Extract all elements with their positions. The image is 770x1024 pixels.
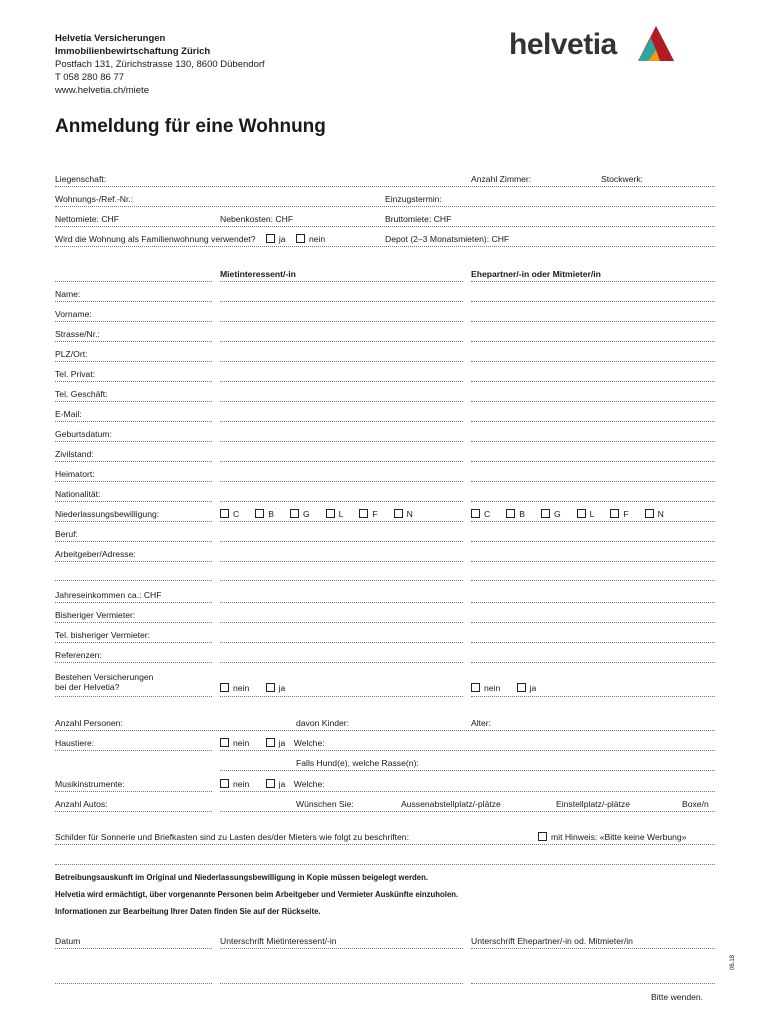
label-boxen: Boxe/n bbox=[682, 799, 709, 809]
row-field-2[interactable] bbox=[471, 521, 715, 522]
field-line-schilder-2[interactable] bbox=[55, 864, 715, 865]
row-field-1[interactable] bbox=[220, 461, 463, 462]
row2-line-label bbox=[55, 622, 212, 623]
row-field-1[interactable] bbox=[220, 401, 463, 402]
checkbox-icon[interactable] bbox=[266, 738, 275, 747]
label-stockwerk: Stockwerk: bbox=[601, 174, 644, 184]
autos-line-left bbox=[55, 811, 212, 812]
column-header-ehepartner: Ehepartner/-in oder Mitmieter/in bbox=[471, 269, 601, 279]
label-musikinstrumente: Musikinstrumente: bbox=[55, 779, 125, 789]
label-anzahl-autos: Anzahl Autos: bbox=[55, 799, 108, 809]
permit-option-label: C bbox=[484, 509, 491, 519]
permit-option-l[interactable] bbox=[577, 509, 595, 519]
row-field-1[interactable] bbox=[220, 481, 463, 482]
row-field-1[interactable] bbox=[220, 361, 463, 362]
familienwohnung-ja-option[interactable]: ja bbox=[266, 234, 286, 244]
field-line-hund[interactable] bbox=[220, 770, 715, 771]
permit-option-label: N bbox=[657, 509, 664, 519]
row-label: E-Mail: bbox=[55, 409, 82, 419]
field-line-ref-nr[interactable] bbox=[55, 206, 715, 207]
musik-ja[interactable]: ja bbox=[266, 779, 286, 789]
versicherungen-nein-2[interactable]: nein bbox=[471, 683, 500, 693]
row-field-1[interactable] bbox=[220, 561, 463, 562]
row-label: Strasse/Nr.: bbox=[55, 329, 100, 339]
label-alter: Alter: bbox=[471, 718, 492, 728]
helvetia-logo-icon bbox=[634, 24, 676, 69]
sig-line-top-right bbox=[471, 948, 715, 949]
permit-option-g[interactable] bbox=[290, 509, 310, 519]
versicherungen-options-2 bbox=[471, 683, 536, 693]
checkbox-icon[interactable] bbox=[266, 683, 275, 692]
row-line-label bbox=[55, 521, 212, 522]
checkbox-icon[interactable] bbox=[266, 234, 275, 243]
checkbox-icon[interactable] bbox=[255, 509, 264, 518]
sig-line-top-mid bbox=[220, 948, 463, 949]
checkbox-icon[interactable] bbox=[538, 832, 547, 841]
musik-line-left bbox=[55, 791, 212, 792]
department-name: Immobilienbewirtschaftung Zürich bbox=[55, 46, 211, 57]
row-field-2[interactable] bbox=[471, 501, 715, 502]
label-anzahl-personen: Anzahl Personen: bbox=[55, 718, 123, 728]
versicherungen-line-mid bbox=[220, 696, 463, 697]
website: www.helvetia.ch/miete bbox=[55, 85, 149, 96]
versicherungen-nein-1[interactable]: nein bbox=[220, 683, 249, 693]
header-line-right bbox=[471, 281, 715, 282]
label-familienwohnung bbox=[55, 234, 325, 244]
row-line-label bbox=[55, 481, 212, 482]
label-nettomiete: Nettomiete: CHF bbox=[55, 214, 119, 224]
company-name: Helvetia Versicherungen bbox=[55, 33, 166, 44]
familienwohnung-question: Wird die Wohnung als Familienwohnung verwendet? bbox=[55, 234, 256, 244]
row-label: Zivilstand: bbox=[55, 449, 94, 459]
row-field-2[interactable] bbox=[471, 441, 715, 442]
row-field-1[interactable] bbox=[220, 381, 463, 382]
label-depot: Depot (2–3 Monatsmieten): CHF bbox=[385, 234, 510, 244]
versicherungen-line2: bei der Helvetia? bbox=[55, 682, 120, 692]
permit-option-l[interactable] bbox=[326, 509, 344, 519]
checkbox-icon[interactable] bbox=[359, 509, 368, 518]
row-field-1[interactable] bbox=[220, 441, 463, 442]
row-field-2[interactable] bbox=[471, 361, 715, 362]
versicherungen-options-1 bbox=[220, 683, 285, 693]
permit-options-2 bbox=[471, 509, 680, 519]
label-aussenabstellplatz: Aussenabstellplatz/-plätze bbox=[401, 799, 501, 809]
checkbox-icon[interactable] bbox=[471, 509, 480, 518]
permit-option-f[interactable] bbox=[359, 509, 377, 519]
row-field-1[interactable] bbox=[220, 321, 463, 322]
row-line-label bbox=[55, 461, 212, 462]
permit-option-label: G bbox=[302, 509, 310, 519]
row2-label: Tel. bisheriger Vermieter: bbox=[55, 630, 151, 640]
row-line-label bbox=[55, 561, 212, 562]
haustiere-nein[interactable]: nein bbox=[220, 738, 249, 748]
permit-option-label: F bbox=[623, 509, 629, 519]
row2-label: Jahreseinkommen ca.: CHF bbox=[55, 590, 162, 600]
permit-option-c[interactable] bbox=[220, 509, 239, 519]
row2-field-1[interactable] bbox=[220, 622, 463, 623]
row2-line-label bbox=[55, 602, 212, 603]
schilder-text: Schilder für Sonnerie und Briefkasten sind zu Lasten des/der Mieters wie folgt zu beschriften: bbox=[55, 832, 409, 842]
checkbox-icon[interactable] bbox=[506, 509, 515, 518]
versicherungen-line-right bbox=[471, 696, 715, 697]
row2-label: Bisheriger Vermieter: bbox=[55, 610, 136, 620]
permit-option-label: C bbox=[233, 509, 240, 519]
row-line-label bbox=[55, 301, 212, 302]
row-line-label-extra bbox=[55, 580, 212, 581]
field-unterschrift-ehepartner[interactable] bbox=[471, 983, 715, 984]
label-unterschrift-ehepartner: Unterschrift Ehepartner/-in od. Mitmieter/in bbox=[471, 936, 633, 946]
row-line-label bbox=[55, 321, 212, 322]
row-line-label bbox=[55, 541, 212, 542]
row-label: Vorname: bbox=[55, 309, 92, 319]
permit-option-n[interactable] bbox=[645, 509, 664, 519]
row-field-2-extra[interactable] bbox=[471, 580, 715, 581]
row-field-1[interactable] bbox=[220, 521, 463, 522]
haustiere-welche: Welche: bbox=[293, 738, 325, 748]
label-ref-nr: Wohnungs-/Ref.-Nr.: bbox=[55, 194, 134, 204]
field-line-liegenschaft[interactable] bbox=[55, 186, 715, 187]
versicherungen-ja-2[interactable]: ja bbox=[517, 683, 537, 693]
row-field-2[interactable] bbox=[471, 301, 715, 302]
checkbox-icon[interactable] bbox=[517, 683, 526, 692]
row-field-2[interactable] bbox=[471, 401, 715, 402]
versicherungen-ja-1[interactable]: ja bbox=[266, 683, 286, 693]
label-hund-rasse: Falls Hund(e), welche Rasse(n): bbox=[296, 758, 419, 768]
header-line-mid bbox=[220, 281, 463, 282]
permit-option-label: G bbox=[553, 509, 561, 519]
permit-option-g[interactable] bbox=[541, 509, 561, 519]
row-field-2[interactable] bbox=[471, 561, 715, 562]
checkbox-icon[interactable] bbox=[394, 509, 403, 518]
row-label: Geburtsdatum: bbox=[55, 429, 112, 439]
versicherungen-line-left bbox=[55, 696, 212, 697]
familienwohnung-nein-option[interactable]: nein bbox=[296, 234, 325, 244]
row2-field-2[interactable] bbox=[471, 662, 715, 663]
row-line-label bbox=[55, 421, 212, 422]
note-ermaechtigung: Helvetia wird ermächtigt, über vorgenannte Personen beim Arbeitgeber und Vermieter Auskünfte einzuholen. bbox=[55, 890, 459, 899]
musik-options bbox=[220, 779, 325, 789]
permit-option-label: B bbox=[519, 509, 525, 519]
checkbox-icon[interactable] bbox=[541, 509, 550, 518]
phone-number: T 058 280 86 77 bbox=[55, 72, 125, 83]
row-line-label bbox=[55, 401, 212, 402]
checkbox-icon[interactable] bbox=[577, 509, 586, 518]
row-line-label bbox=[55, 381, 212, 382]
row-field-1[interactable] bbox=[220, 421, 463, 422]
header-line-left bbox=[55, 281, 212, 282]
permit-options-1 bbox=[220, 509, 429, 519]
row-field-1[interactable] bbox=[220, 501, 463, 502]
row2-field-1[interactable] bbox=[220, 602, 463, 603]
checkbox-icon[interactable] bbox=[471, 683, 480, 692]
label-nebenkosten: Nebenkosten: CHF bbox=[220, 214, 294, 224]
permit-option-b[interactable] bbox=[255, 509, 274, 519]
row-field-2[interactable] bbox=[471, 461, 715, 462]
field-unterschrift-mietinteressent[interactable] bbox=[220, 983, 463, 984]
label-liegenschaft: Liegenschaft: bbox=[55, 174, 107, 184]
field-datum[interactable] bbox=[55, 983, 212, 984]
row2-field-2[interactable] bbox=[471, 602, 715, 603]
permit-option-b[interactable] bbox=[506, 509, 525, 519]
row-field-2[interactable] bbox=[471, 541, 715, 542]
label-haustiere: Haustiere: bbox=[55, 738, 95, 748]
page-title: Anmeldung für eine Wohnung bbox=[55, 116, 326, 137]
row-line-label bbox=[55, 341, 212, 342]
row-field-1[interactable] bbox=[220, 341, 463, 342]
checkbox-icon[interactable] bbox=[220, 738, 229, 747]
row-field-1[interactable] bbox=[220, 301, 463, 302]
row-line-label bbox=[55, 501, 212, 502]
row-field-1-extra[interactable] bbox=[220, 580, 463, 581]
checkbox-icon[interactable] bbox=[296, 234, 305, 243]
row-field-2[interactable] bbox=[471, 481, 715, 482]
permit-option-label: L bbox=[589, 509, 595, 519]
row2-field-2[interactable] bbox=[471, 622, 715, 623]
haustiere-options bbox=[220, 738, 325, 748]
row-label: Tel. Privat: bbox=[55, 369, 96, 379]
checkbox-icon[interactable] bbox=[326, 509, 335, 518]
versicherungen-line1: Bestehen Versicherungen bbox=[55, 672, 154, 682]
checkbox-icon[interactable] bbox=[610, 509, 619, 518]
row-label: Tel. Geschäft: bbox=[55, 389, 108, 399]
row2-line-label bbox=[55, 642, 212, 643]
row-label: PLZ/Ort: bbox=[55, 349, 88, 359]
row-field-2[interactable] bbox=[471, 341, 715, 342]
label-anzahl-zimmer: Anzahl Zimmer: bbox=[471, 174, 532, 184]
field-line-personen[interactable] bbox=[55, 730, 715, 731]
label-unterschrift-mietinteressent: Unterschrift Mietinteressent/-in bbox=[220, 936, 337, 946]
permit-option-c[interactable] bbox=[471, 509, 490, 519]
column-header-mietinteressent: Mietinteressent/-in bbox=[220, 269, 296, 279]
checkbox-icon[interactable] bbox=[645, 509, 654, 518]
row-label: Name: bbox=[55, 289, 81, 299]
permit-option-f[interactable] bbox=[610, 509, 628, 519]
row-line-label bbox=[55, 441, 212, 442]
note-betreibungsauskunft: Betreibungsauskunft im Original und Niederlassungsbewilligung in Kopie müssen beigelegt werden. bbox=[55, 873, 429, 882]
schilder-hinweis-option[interactable]: mit Hinweis: «Bitte keine Werbung» bbox=[538, 832, 687, 842]
sig-line-top-left bbox=[55, 948, 212, 949]
permit-option-label: N bbox=[406, 509, 413, 519]
checkbox-icon[interactable] bbox=[220, 509, 229, 518]
haustiere-ja[interactable]: ja bbox=[266, 738, 286, 748]
label-einzugstermin: Einzugstermin: bbox=[385, 194, 442, 204]
row-field-2[interactable] bbox=[471, 321, 715, 322]
row2-field-1[interactable] bbox=[220, 662, 463, 663]
row-label: Heimatort: bbox=[55, 469, 95, 479]
label-einstellplatz: Einstellplatz/-plätze bbox=[556, 799, 631, 809]
field-line-autos[interactable] bbox=[220, 811, 715, 812]
permit-option-label: L bbox=[338, 509, 344, 519]
versicherungen-question bbox=[55, 672, 153, 692]
haustiere-line-left bbox=[55, 750, 212, 751]
permit-option-n[interactable] bbox=[394, 509, 413, 519]
field-line-miete[interactable] bbox=[55, 226, 715, 227]
row-label: Niederlassungsbewilligung: bbox=[55, 509, 160, 519]
row2-label: Referenzen: bbox=[55, 650, 102, 660]
label-davon-kinder: davon Kinder: bbox=[296, 718, 350, 728]
checkbox-icon[interactable] bbox=[220, 779, 229, 788]
row-label: Arbeitgeber/Adresse: bbox=[55, 549, 136, 559]
bitte-wenden: Bitte wenden. bbox=[651, 992, 704, 1002]
label-wuenschen: Wünschen Sie: bbox=[296, 799, 354, 809]
row-label: Beruf: bbox=[55, 529, 78, 539]
row-field-2[interactable] bbox=[471, 421, 715, 422]
permit-option-label: F bbox=[372, 509, 378, 519]
musik-nein[interactable]: nein bbox=[220, 779, 249, 789]
field-line-haustiere[interactable] bbox=[220, 750, 715, 751]
checkbox-icon[interactable] bbox=[290, 509, 299, 518]
row-field-2[interactable] bbox=[471, 381, 715, 382]
row2-line-label bbox=[55, 662, 212, 663]
permit-option-label: B bbox=[268, 509, 274, 519]
helvetia-logo-text: helvetia bbox=[509, 28, 617, 61]
field-line-depot[interactable] bbox=[55, 246, 715, 247]
row-field-1[interactable] bbox=[220, 541, 463, 542]
label-datum: Datum bbox=[55, 936, 81, 946]
row-line-label bbox=[55, 361, 212, 362]
form-code: 06.18 bbox=[730, 954, 736, 970]
field-line-musik[interactable] bbox=[220, 791, 715, 792]
field-line-schilder-1[interactable] bbox=[55, 844, 715, 845]
label-bruttomiete: Bruttomiete: CHF bbox=[385, 214, 452, 224]
checkbox-icon[interactable] bbox=[220, 683, 229, 692]
musik-welche: Welche: bbox=[293, 779, 325, 789]
row2-field-2[interactable] bbox=[471, 642, 715, 643]
checkbox-icon[interactable] bbox=[266, 779, 275, 788]
header-address bbox=[55, 32, 265, 97]
postal-address: Postfach 131, Zürichstrasse 130, 8600 Dübendorf bbox=[55, 59, 265, 70]
note-datenschutz: Informationen zur Bearbeitung Ihrer Daten finden Sie auf der Rückseite. bbox=[55, 907, 321, 916]
row2-field-1[interactable] bbox=[220, 642, 463, 643]
row-label: Nationalität: bbox=[55, 489, 101, 499]
